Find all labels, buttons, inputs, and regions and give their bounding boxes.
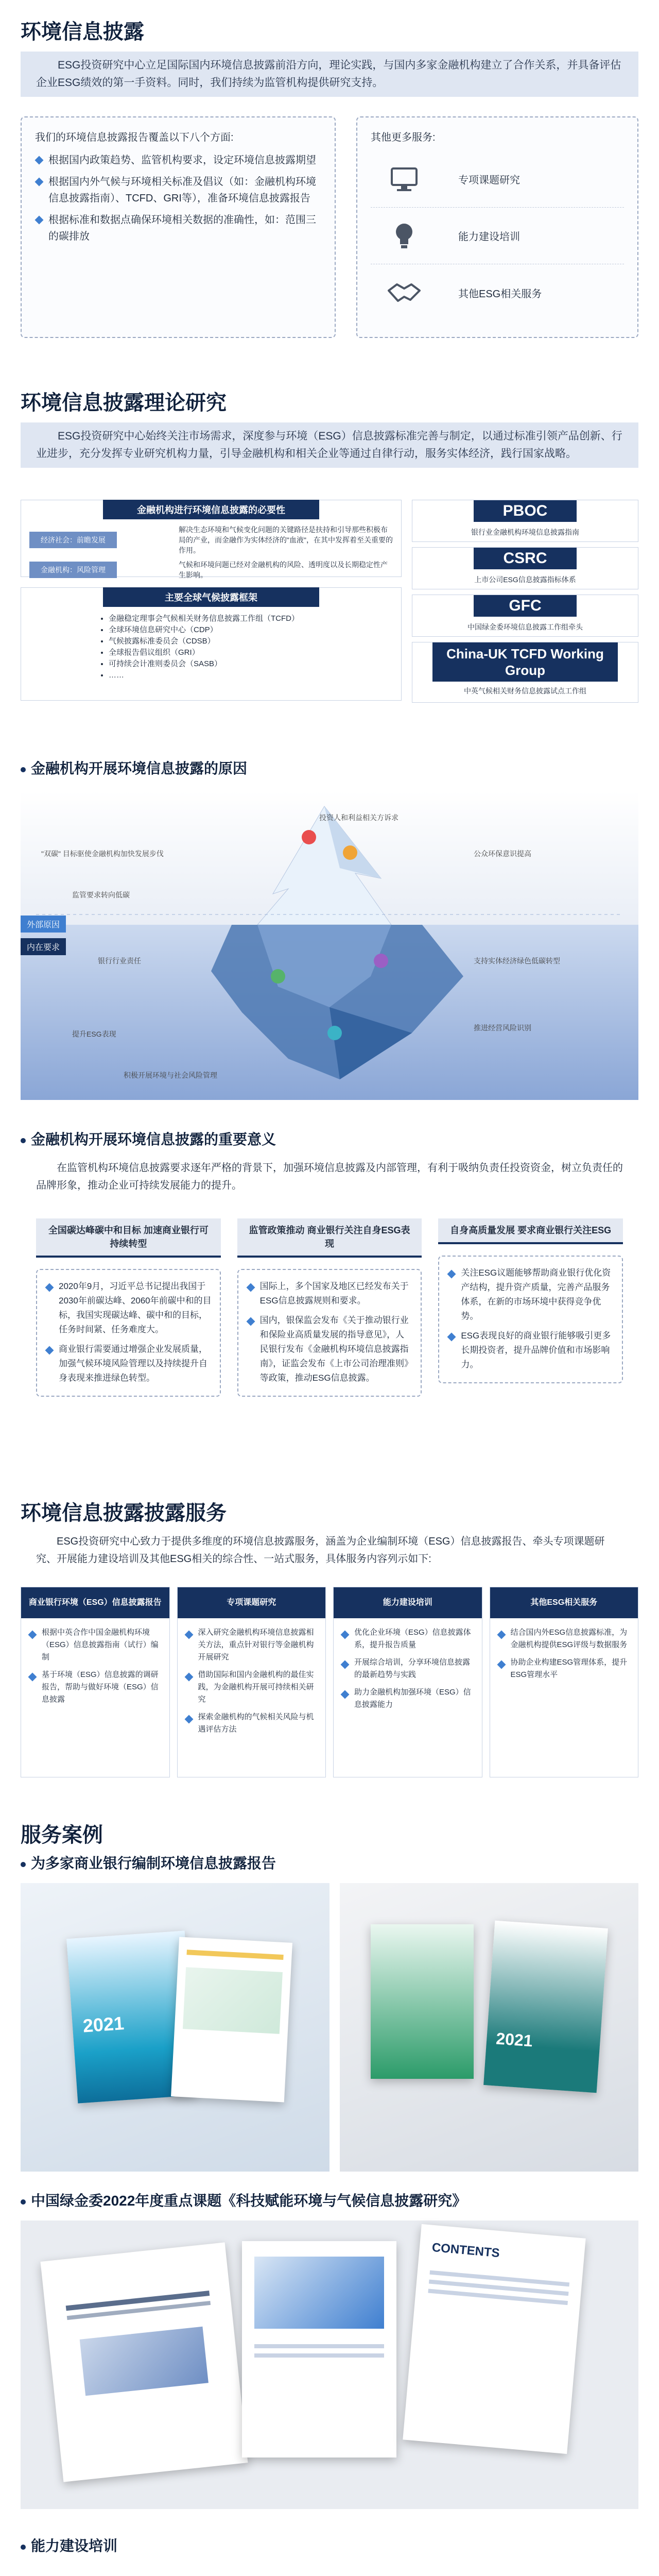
necessity-row <box>29 524 393 555</box>
significance-col <box>237 1218 422 1455</box>
contents-label: CONTENTS <box>431 2240 500 2261</box>
services-item: 优化企业环境（ESG）信息披露体系，提升报告质量 <box>341 1626 475 1651</box>
callout-label: 公众环保意识提高 <box>474 850 531 858</box>
plan-list <box>35 152 321 245</box>
plan-item: 根据国内外气候与环境相关标准及倡议（如：金融机构环境信息披露指南）、TCFD、GRI等），准备环境信息披露报告 <box>35 174 321 207</box>
services-col <box>177 1587 326 1777</box>
services-item: 结合国内外ESG信息披露标准，为金融机构提供ESG评级与数据服务 <box>497 1626 631 1651</box>
monitor-icon <box>386 161 422 197</box>
services-item: 借助国际和国内金融机构的最佳实践，为金融机构开展可持续相关研究 <box>185 1669 319 1706</box>
services-columns <box>21 1587 638 1777</box>
regulator-desc: 中国绿金委环境信息披露工作组牵头 <box>467 623 583 631</box>
callout-label: 支持实体经济绿色低碳转型 <box>474 957 560 965</box>
report-year: 2021 <box>82 2012 125 2037</box>
callout-label: 银行行业责任 <box>98 957 141 965</box>
handshake-icon <box>386 275 422 311</box>
section-title: 为多家商业银行编制环境信息披露报告 <box>31 1855 276 1871</box>
services-item: 开展综合培训，分享环境信息披露的最新趋势与实践 <box>341 1656 475 1681</box>
other-services-box <box>356 116 638 338</box>
other-services-title: 其他更多服务: <box>371 132 436 143</box>
research-doc-page <box>242 2241 396 2458</box>
significance-item: 国内，银保监会发布《关于推动银行业和保险业高质量发展的指导意见》，人民银行发布《金融机构环境信息披露指南》，证监会发布《上市公司治理准则》等政策，推动ESG信息披露。 <box>247 1313 413 1385</box>
report-cover <box>483 1921 608 2093</box>
necessity-row <box>29 560 393 580</box>
regulator-card <box>412 500 638 542</box>
significance-intro: 在监管机构环境信息披露要求逐年严格的背景下，加强环境信息披露及内部管理，有利于吸纳负责任投资资金，树立负责任的品牌形象，推动企业可持续发展能力的提升。 <box>36 1162 623 1191</box>
significance-head: 自身高质量发展 要求商业银行关注ESG <box>438 1218 623 1244</box>
pin-icon <box>374 954 388 968</box>
significance-item: 2020年9月，习近平总书记提出我国于2030年前碳达峰、2060年前碳中和的目标，我国实现碳达峰、碳中和的目标，任务时间紧、任务难度大。 <box>45 1279 212 1337</box>
services-intro: ESG投资研究中心致力于提供多维度的环境信息披露服务，涵盖为企业编制环境（ESG）信息披露报告、牵头专项课题研究、开展能力建设培训及其他ESG相关的综合性、一站式服务，具体服务内容列示如下: <box>36 1536 605 1565</box>
regulator-name: GFC <box>474 595 577 617</box>
service-label: 专项课题研究 <box>458 175 520 186</box>
frameworks-title: 主要全球气候披露框架 <box>103 587 319 607</box>
regulator-card <box>412 642 638 703</box>
services-item: 协助企业构建ESG管理体系，提升ESG管理水平 <box>497 1656 631 1681</box>
significance-body <box>237 1269 422 1397</box>
services-col <box>490 1587 639 1777</box>
framework-item: • 金融稳定理事会气候相关财务信息披露工作组（TCFD） <box>109 613 401 624</box>
services-head: 专项课题研究 <box>178 1587 326 1618</box>
callout-label: 投资人和利益相关方诉求 <box>319 814 398 822</box>
page-title: 环境信息披露 <box>21 21 144 43</box>
intro-band: ESG投资研究中心立足国际国内环境信息披露前沿方向，理论实践，与国内多家金融机构建立了合作关系，并具备评估企业ESG绩效的第一手资料。同时，我们持续为监管机构提供研究支持。 <box>21 52 638 97</box>
framework-item: • 气候披露标准委员会（CDSB） <box>109 636 401 647</box>
callout-label: 监管要求转向低碳 <box>72 891 130 899</box>
significance-body <box>438 1256 623 1383</box>
significance-col <box>36 1218 221 1455</box>
report-year: 2021 <box>495 2029 533 2050</box>
lightbulb-icon <box>386 218 422 254</box>
services-item: 探索金融机构的气候相关风险与机遇评估方法 <box>185 1711 319 1736</box>
plan-lead: 我们的环境信息披露报告覆盖以下八个方面: <box>35 132 234 143</box>
significance-item: 关注ESG议题能够帮助商业银行优化资产结构，提升资产质量，完善产品服务体系，在新的市场环境中获得竞争优势。 <box>447 1266 614 1324</box>
regulator-name: CSRC <box>474 548 577 569</box>
callout-label: "双碳" 目标驱使金融机构加快发展步伐 <box>41 850 164 858</box>
regulator-card <box>412 595 638 637</box>
regulator-desc: 上市公司ESG信息披露指标体系 <box>474 575 576 584</box>
plan-box <box>21 116 336 338</box>
section-title: 环境信息披露披露服务 <box>21 1502 227 1524</box>
regulator-desc: 银行业金融机构环境信息披露指南 <box>471 528 579 536</box>
plan-item: 根据标准和数据点确保环境相关数据的准确性，如：范围三的碳排放 <box>35 212 321 245</box>
necessity-tag: 经济社会：前瞻发展 <box>29 532 117 548</box>
significance-item: 国际上，多个国家及地区已经发布关于ESG信息披露规则和要求。 <box>247 1279 413 1308</box>
services-item: 基于环境（ESG）信息披露的调研报告，帮助与做好环境（ESG）信息披露 <box>28 1669 162 1706</box>
framework-item: • 全球报告倡议组织（GRI） <box>109 647 401 658</box>
frameworks-list <box>109 613 401 681</box>
section-services-title <box>21 1497 638 1526</box>
training-wheel-diagram <box>21 2566 638 2576</box>
service-row <box>371 151 624 208</box>
section-title: 金融机构开展环境信息披露的原因 <box>31 760 248 776</box>
services-head: 商业银行环境（ESG）信息披露报告 <box>21 1587 169 1618</box>
necessity-tag: 金融机构：风险管理 <box>29 562 117 578</box>
framework-item: • …… <box>109 670 401 681</box>
regulator-name: China-UK TCFD Working Group <box>432 642 618 682</box>
services-item: 深入研究金融机构环境信息披露相关方法，重点针对银行等金融机构开展研究 <box>185 1626 319 1664</box>
external-tag: 外部原因 <box>21 916 66 933</box>
iceberg-illustration <box>21 791 638 1100</box>
section-reasons-title <box>21 757 638 778</box>
pin-icon <box>327 1026 342 1040</box>
pin-icon <box>271 969 285 984</box>
services-col <box>21 1587 170 1777</box>
regulator-desc: 中英气候相关财务信息披露试点工作组 <box>464 687 586 695</box>
plan-item: 根据国内政策趋势、监管机构要求，设定环境信息披露期望 <box>35 152 321 168</box>
regulator-card <box>412 547 638 589</box>
significance-item: ESG表现良好的商业银行能够吸引更多长期投资者，提升品牌价值和市场影响力。 <box>447 1329 614 1372</box>
frameworks-box <box>21 587 402 701</box>
section-title: 环境信息披露理论研究 <box>21 392 227 414</box>
case-2-title <box>21 2190 638 2210</box>
significance-head: 全国碳达峰碳中和目标 加速商业银行可持续转型 <box>36 1218 221 1258</box>
section-title: 中国绿金委2022年度重点课题《科技赋能环境与气候信息披露研究》 <box>31 2193 467 2209</box>
regulators-column <box>412 500 638 716</box>
report-photo <box>340 1883 638 2172</box>
bullet-dot <box>21 2545 26 2550</box>
research-doc-cover <box>41 2242 248 2482</box>
iceberg-figure <box>21 791 638 1100</box>
regulator-name: PBOC <box>474 500 577 522</box>
services-head: 其他ESG相关服务 <box>490 1587 638 1618</box>
report-photo <box>21 1883 330 2172</box>
research-doc-contents <box>403 2224 585 2454</box>
report-page <box>171 1937 292 2102</box>
services-item: 助力金融机构加强环境（ESG）信息披露能力 <box>341 1686 475 1711</box>
service-label: 能力建设培训 <box>458 231 520 243</box>
necessity-text: 气候和环境问题已经对金融机构的风险、透明度以及长期稳定性产生影响。 <box>179 561 388 579</box>
necessity-box <box>21 500 402 577</box>
section-title: 能力建设培训 <box>31 2538 118 2554</box>
callout-label: 推进经营风险识别 <box>474 1024 531 1032</box>
services-head: 能力建设培训 <box>334 1587 482 1618</box>
pin-icon <box>343 845 357 860</box>
bullet-dot <box>21 2199 26 2205</box>
services-item: 根据中英合作中国金融机构环境（ESG）信息披露指南（试行）编制 <box>28 1626 162 1664</box>
significance-columns <box>21 1218 638 1455</box>
internal-tag: 内在要求 <box>21 938 66 955</box>
service-row <box>371 208 624 264</box>
section-cases-title <box>21 1819 638 1848</box>
framework-item: • 可持续会计准则委员会（SASB） <box>109 658 401 670</box>
pin-icon <box>302 830 316 844</box>
significance-body <box>36 1269 221 1397</box>
framework-item: • 全球环境信息研究中心（CDP） <box>109 624 401 636</box>
section-significance-title <box>21 1128 638 1149</box>
necessity-title: 金融机构进行环境信息披露的必要性 <box>103 500 319 519</box>
bullet-dot <box>21 767 26 772</box>
section-title: 服务案例 <box>21 1824 103 1846</box>
case-3-title <box>21 2535 638 2555</box>
research-doc-gallery <box>21 2221 638 2509</box>
significance-item: 商业银行需要通过增强企业发展质量，加强气候环境风险管理以及持续提升自身表现来推进绿色转型。 <box>45 1342 212 1385</box>
callout-label: 提升ESG表现 <box>72 1030 116 1038</box>
services-col <box>333 1587 482 1777</box>
section-title: 金融机构开展环境信息披露的重要意义 <box>31 1131 276 1147</box>
training-wheel <box>21 2566 638 2576</box>
significance-col <box>438 1218 623 1455</box>
service-label: 其他ESG相关服务 <box>458 288 542 300</box>
bank-report-gallery <box>21 1883 638 2172</box>
significance-head: 监管政策推动 商业银行关注自身ESG表现 <box>237 1218 422 1258</box>
bullet-dot <box>21 1138 26 1143</box>
necessity-text: 解决生态环境和气候变化问题的关键路径是扶持和引导那些积极布局的产业，而金融作为实体经济的"血液"，在其中发挥着至关重要的作用。 <box>179 526 393 554</box>
theory-intro-band: ESG投资研究中心始终关注市场需求，深度参与环境（ESG）信息披露标准完善与制定，以通过标准引领产品创新、行业进步，充分发挥专业研究机构力量，引导金融机构和相关企业等通过自律行动，服务实体经济，践行国家战略。 <box>21 422 638 468</box>
report-cover <box>371 1924 474 2079</box>
callout-label: 积极开展环境与社会风险管理 <box>124 1071 217 1079</box>
section-theory-title <box>21 386 638 416</box>
service-row <box>371 264 624 321</box>
bullet-dot <box>21 1862 26 1867</box>
case-1-title <box>21 1852 638 1873</box>
